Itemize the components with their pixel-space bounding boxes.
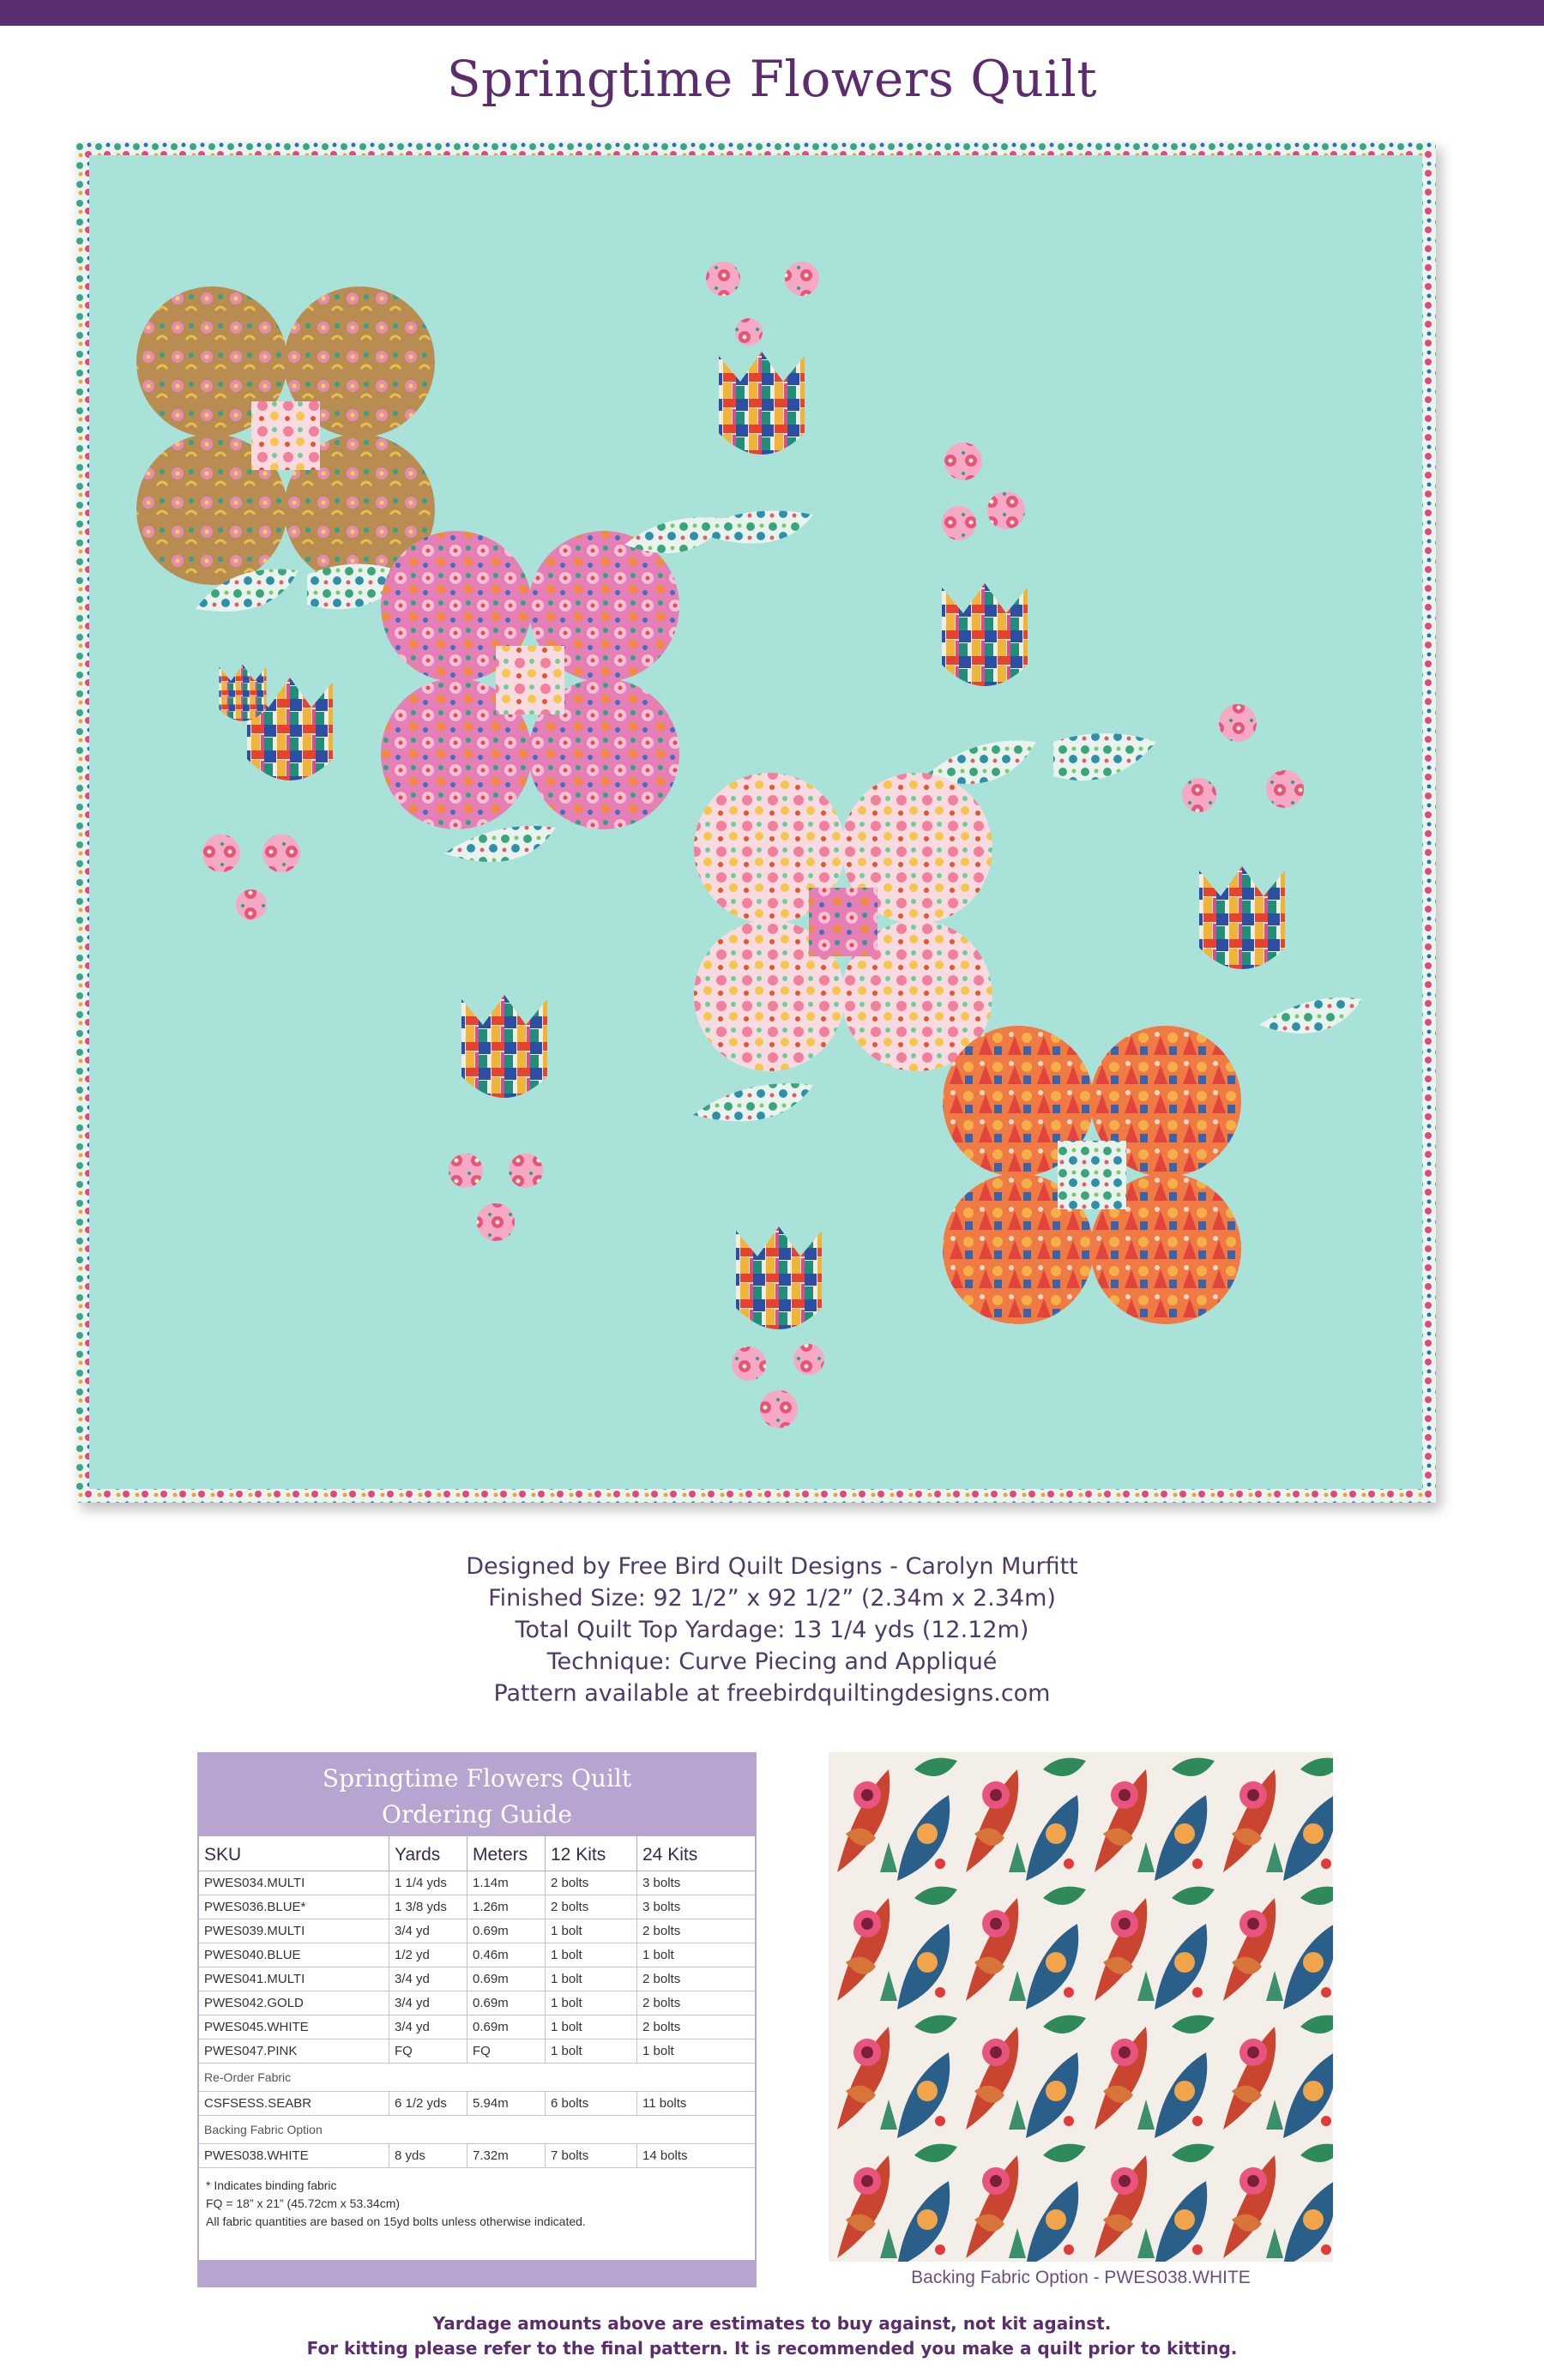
backing-caption: Backing Fabric Option - PWES038.WHITE: [911, 2268, 1251, 2287]
table-cell: PWES040.BLUE: [199, 1943, 389, 1967]
finished-size-text: Finished Size: 92 1/2” x 92 1/2” (2.34m x 2.34m): [488, 1585, 1056, 1612]
table-cell: PWES041.MULTI: [199, 1967, 389, 1991]
table-cell: FQ: [389, 2040, 467, 2064]
table-cell: 0.46m: [467, 1943, 546, 1967]
ordering-guide: [197, 1752, 757, 2287]
column-header: Yards: [389, 1836, 467, 1871]
column-header: SKU: [199, 1836, 389, 1871]
ordering-guide-subtitle: Ordering Guide: [382, 1800, 572, 1829]
table-cell: 3 bolts: [637, 1895, 756, 1919]
ordering-guide-header: [199, 1754, 755, 1836]
table-cell: 1 bolt: [637, 1943, 756, 1967]
table-cell: 14 bolts: [637, 2144, 756, 2168]
table-cell: PWES036.BLUE*: [199, 1895, 389, 1919]
table-row: [199, 2144, 755, 2168]
quilt-info: [0, 1551, 1544, 1709]
table-cell: 1 bolt: [546, 1919, 637, 1943]
ordering-notes: [199, 2168, 755, 2231]
note-bolts: All fabric quantities are based on 15yd bolts unless otherwise indicated.: [206, 2214, 586, 2228]
ordering-guide-title: Springtime Flowers Quilt: [322, 1764, 632, 1793]
table-cell: 3 bolts: [637, 1871, 756, 1895]
table-cell: 1 3/8 yds: [389, 1895, 467, 1919]
table-row: [199, 2092, 755, 2116]
yardage-text: Total Quilt Top Yardage: 13 1/4 yds (12.12m): [515, 1617, 1029, 1643]
table-cell: CSFSESS.SEABR: [199, 2092, 389, 2116]
table-cell: 0.69m: [467, 2015, 546, 2040]
table-cell: 1 bolt: [546, 2015, 637, 2040]
table-row: [199, 1919, 755, 1943]
table-cell: 6 1/2 yds: [389, 2092, 467, 2116]
table-cell: 8 yds: [389, 2144, 467, 2168]
pattern-link-text: Pattern available at freebirdquiltingdesigns.com: [493, 1680, 1051, 1707]
section-row: [199, 2116, 755, 2144]
table-header-row: [199, 1836, 755, 1871]
table-cell: PWES038.WHITE: [199, 2144, 389, 2168]
table-row: [199, 1967, 755, 1991]
table-cell: 1 bolt: [546, 1967, 637, 1991]
table-cell: PWES042.GOLD: [199, 1991, 389, 2015]
table-row: [199, 1991, 755, 2015]
table-cell: 0.69m: [467, 1967, 546, 1991]
column-header: Meters: [467, 1836, 546, 1871]
table-cell: 1 bolt: [546, 1943, 637, 1967]
table-cell: 1.14m: [467, 1871, 546, 1895]
table-cell: 0.69m: [467, 1991, 546, 2015]
section-label: Re-Order Fabric: [199, 2064, 755, 2092]
table-row: [199, 2040, 755, 2064]
designer-text: Designed by Free Bird Quilt Designs - Carolyn Murfitt: [466, 1553, 1078, 1580]
quilt-image: [75, 142, 1436, 1503]
ordering-table: [199, 1836, 755, 2168]
section-label: Backing Fabric Option: [199, 2116, 755, 2144]
table-cell: 1.26m: [467, 1895, 546, 1919]
disclaimer-line2: For kitting please refer to the final pattern. It is recommended you make a quilt prior to kitting.: [306, 2338, 1238, 2359]
column-header: 24 Kits: [637, 1836, 756, 1871]
table-cell: 2 bolts: [637, 2015, 756, 2040]
note-binding: * Indicates binding fabric: [206, 2178, 337, 2192]
table-row: [199, 1871, 755, 1895]
table-cell: 11 bolts: [637, 2092, 756, 2116]
table-cell: 2 bolts: [546, 1871, 637, 1895]
table-cell: 7.32m: [467, 2144, 546, 2168]
table-cell: 2 bolts: [546, 1895, 637, 1919]
note-fq: FQ = 18” x 21” (45.72cm x 53.34cm): [206, 2196, 401, 2210]
backing-fabric-image: [829, 1752, 1333, 2262]
table-cell: 0.69m: [467, 1919, 546, 1943]
table-cell: 3/4 yd: [389, 1991, 467, 2015]
table-cell: 1 bolt: [637, 2040, 756, 2064]
disclaimer-line1: Yardage amounts above are estimates to buy against, not kit against.: [432, 2313, 1112, 2334]
section-row: [199, 2064, 755, 2092]
disclaimer: [0, 2311, 1544, 2361]
table-cell: PWES039.MULTI: [199, 1919, 389, 1943]
table-cell: PWES047.PINK: [199, 2040, 389, 2064]
table-cell: 1 bolt: [546, 1991, 637, 2015]
table-cell: 5.94m: [467, 2092, 546, 2116]
table-cell: 2 bolts: [637, 1967, 756, 1991]
table-row: [199, 1895, 755, 1919]
table-cell: 7 bolts: [546, 2144, 637, 2168]
table-cell: PWES045.WHITE: [199, 2015, 389, 2040]
table-cell: 2 bolts: [637, 1919, 756, 1943]
table-cell: 3/4 yd: [389, 1919, 467, 1943]
column-header: 12 Kits: [546, 1836, 637, 1871]
table-cell: 1 bolt: [546, 2040, 637, 2064]
table-cell: 1/2 yd: [389, 1943, 467, 1967]
ordering-guide-footer: [199, 2260, 755, 2286]
table-cell: 6 bolts: [546, 2092, 637, 2116]
top-bar: [0, 0, 1544, 26]
technique-text: Technique: Curve Piecing and Appliqué: [546, 1648, 998, 1675]
table-cell: FQ: [467, 2040, 546, 2064]
table-row: [199, 2015, 755, 2040]
table-cell: 3/4 yd: [389, 1967, 467, 1991]
page-title: Springtime Flowers Quilt: [446, 50, 1098, 108]
table-row: [199, 1943, 755, 1967]
table-cell: 3/4 yd: [389, 2015, 467, 2040]
table-cell: PWES034.MULTI: [199, 1871, 389, 1895]
table-cell: 1 1/4 yds: [389, 1871, 467, 1895]
table-cell: 2 bolts: [637, 1991, 756, 2015]
